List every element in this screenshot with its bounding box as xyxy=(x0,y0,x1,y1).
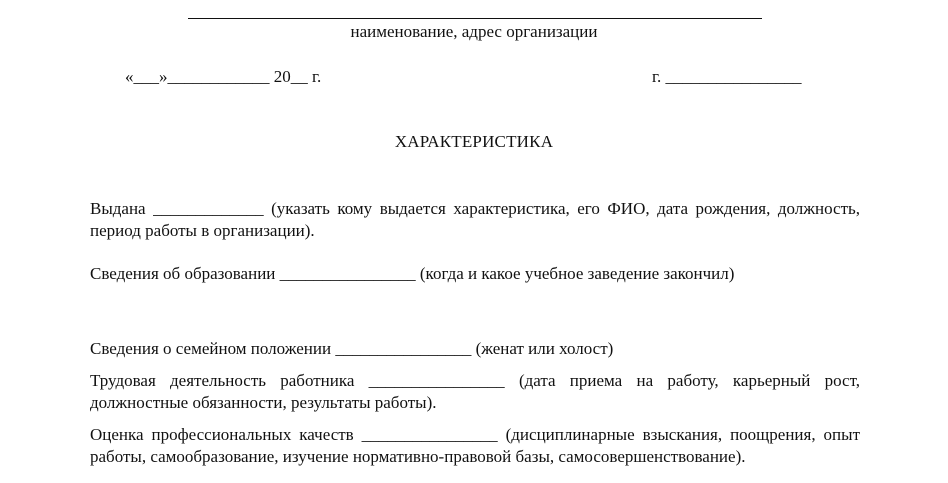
paragraph-professional-assessment: Оценка профессиональных качеств ________________ (дисциплинарные взыскания, поощрения, опыт работы, самообразование, изучение нормативно-правовой базы, самосовершенствование). xyxy=(90,425,860,466)
paragraph-work-history: Трудовая деятельность работника ________________ (дата приема на работу, карьерный рост, должностные обязанности, результаты работы). xyxy=(90,371,860,412)
city-field: г. ________________ xyxy=(652,67,802,86)
organization-caption: наименование, адрес организации xyxy=(350,22,598,41)
paragraph-family-status: Сведения о семейном положении ________________ (женат или холост) xyxy=(90,339,614,358)
document-title: ХАРАКТЕРИСТИКА xyxy=(394,132,554,151)
organization-underline xyxy=(188,18,762,19)
paragraph-issued-to: Выдана _____________ (указать кому выдается характеристика, его ФИО, дата рождения, должность, период работы в организации). xyxy=(90,199,860,240)
date-field: «___»____________ 20__ г. xyxy=(125,67,322,86)
paragraph-education: Сведения об образовании ________________ (когда и какое учебное заведение закончил) xyxy=(90,264,735,283)
